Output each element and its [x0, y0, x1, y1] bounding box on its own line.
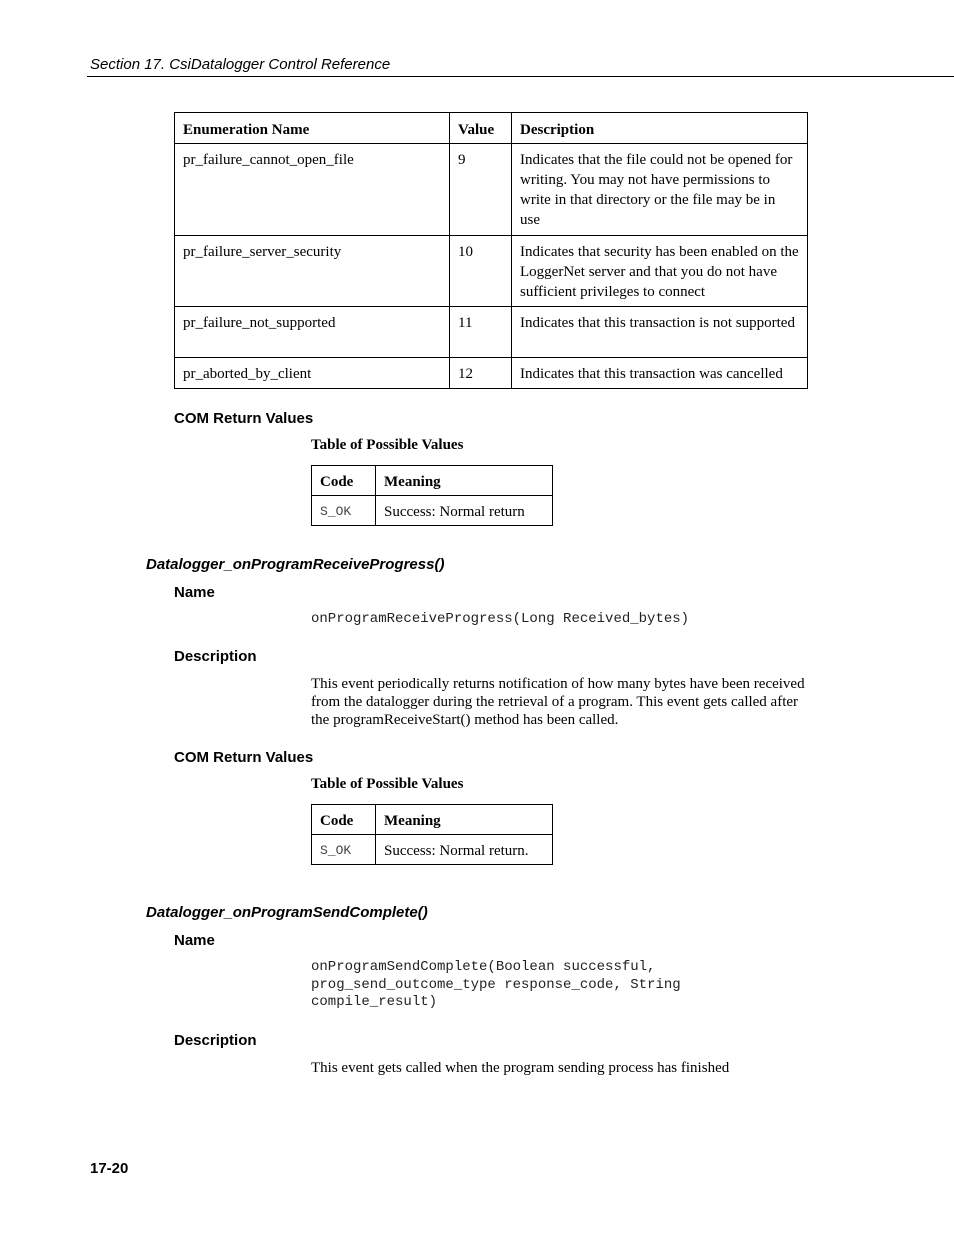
enum-name-cell: pr_aborted_by_client: [175, 358, 450, 389]
running-header: Section 17. CsiDatalogger Control Reference: [90, 56, 391, 73]
meaning-cell: Success: Normal return.: [376, 835, 553, 865]
column-header: Value: [450, 113, 512, 144]
meaning-cell: Success: Normal return: [376, 496, 553, 526]
return-values-table: [311, 465, 553, 526]
return-values-table: [311, 804, 553, 865]
method-signature-line: compile_result): [311, 994, 438, 1010]
com-return-values-heading: COM Return Values: [174, 749, 314, 766]
method-signature-line: onProgramSendComplete(Boolean successful,: [311, 959, 656, 975]
column-header: Description: [512, 113, 808, 144]
page-number: 17-20: [90, 1160, 129, 1177]
code-cell: S_OK: [312, 496, 376, 526]
table-caption: Table of Possible Values: [311, 776, 464, 792]
enum-name-cell: pr_failure_server_security: [175, 236, 450, 307]
enum-value-cell: 11: [450, 307, 512, 358]
column-header: Code: [312, 805, 376, 835]
enumeration-table: [174, 112, 808, 389]
header-rule: [87, 76, 954, 77]
enum-description-cell: Indicates that the file could not be opened for writing. You may not have permissions to write in that directory or the file may be in use: [512, 144, 808, 236]
enum-description-cell: Indicates that this transaction was cancelled: [512, 358, 808, 389]
code-cell: S_OK: [312, 835, 376, 865]
enum-value-cell: 12: [450, 358, 512, 389]
enum-value-cell: 10: [450, 236, 512, 307]
description-text: This event periodically returns notification of how many bytes have been received from the datalogger during the retrieval of a program. This event gets called after the programReceiveStart() method has been called.: [311, 676, 805, 728]
table-row: [175, 307, 808, 358]
description-heading: Description: [174, 1032, 257, 1049]
description-heading: Description: [174, 648, 257, 665]
column-header: Code: [312, 466, 376, 496]
enum-name-cell: pr_failure_cannot_open_file: [175, 144, 450, 236]
table-row: [312, 496, 553, 526]
column-header: Meaning: [376, 466, 553, 496]
enum-description-cell: Indicates that this transaction is not supported: [512, 307, 808, 358]
table-row: [312, 835, 553, 865]
table-header-row: [175, 113, 808, 144]
description-text: This event gets called when the program sending process has finished: [311, 1060, 730, 1076]
method-title: Datalogger_onProgramSendComplete(): [146, 904, 428, 921]
column-header: Enumeration Name: [175, 113, 450, 144]
table-row: [175, 144, 808, 236]
enum-value-cell: 9: [450, 144, 512, 236]
table-row: [175, 358, 808, 389]
table-row: [175, 236, 808, 307]
method-title: Datalogger_onProgramReceiveProgress(): [146, 556, 445, 573]
enum-name-cell: pr_failure_not_supported: [175, 307, 450, 358]
enum-description-cell: Indicates that security has been enabled on the LoggerNet server and that you do not have sufficient privileges to connect: [512, 236, 808, 307]
method-signature: onProgramReceiveProgress(Long Received_bytes): [311, 611, 690, 627]
name-heading: Name: [174, 584, 215, 601]
com-return-values-heading: COM Return Values: [174, 410, 314, 427]
table-header-row: [312, 805, 553, 835]
name-heading: Name: [174, 932, 215, 949]
method-signature-line: prog_send_outcome_type response_code, String: [311, 977, 681, 993]
column-header: Meaning: [376, 805, 553, 835]
table-caption: Table of Possible Values: [311, 437, 464, 453]
table-header-row: [312, 466, 553, 496]
